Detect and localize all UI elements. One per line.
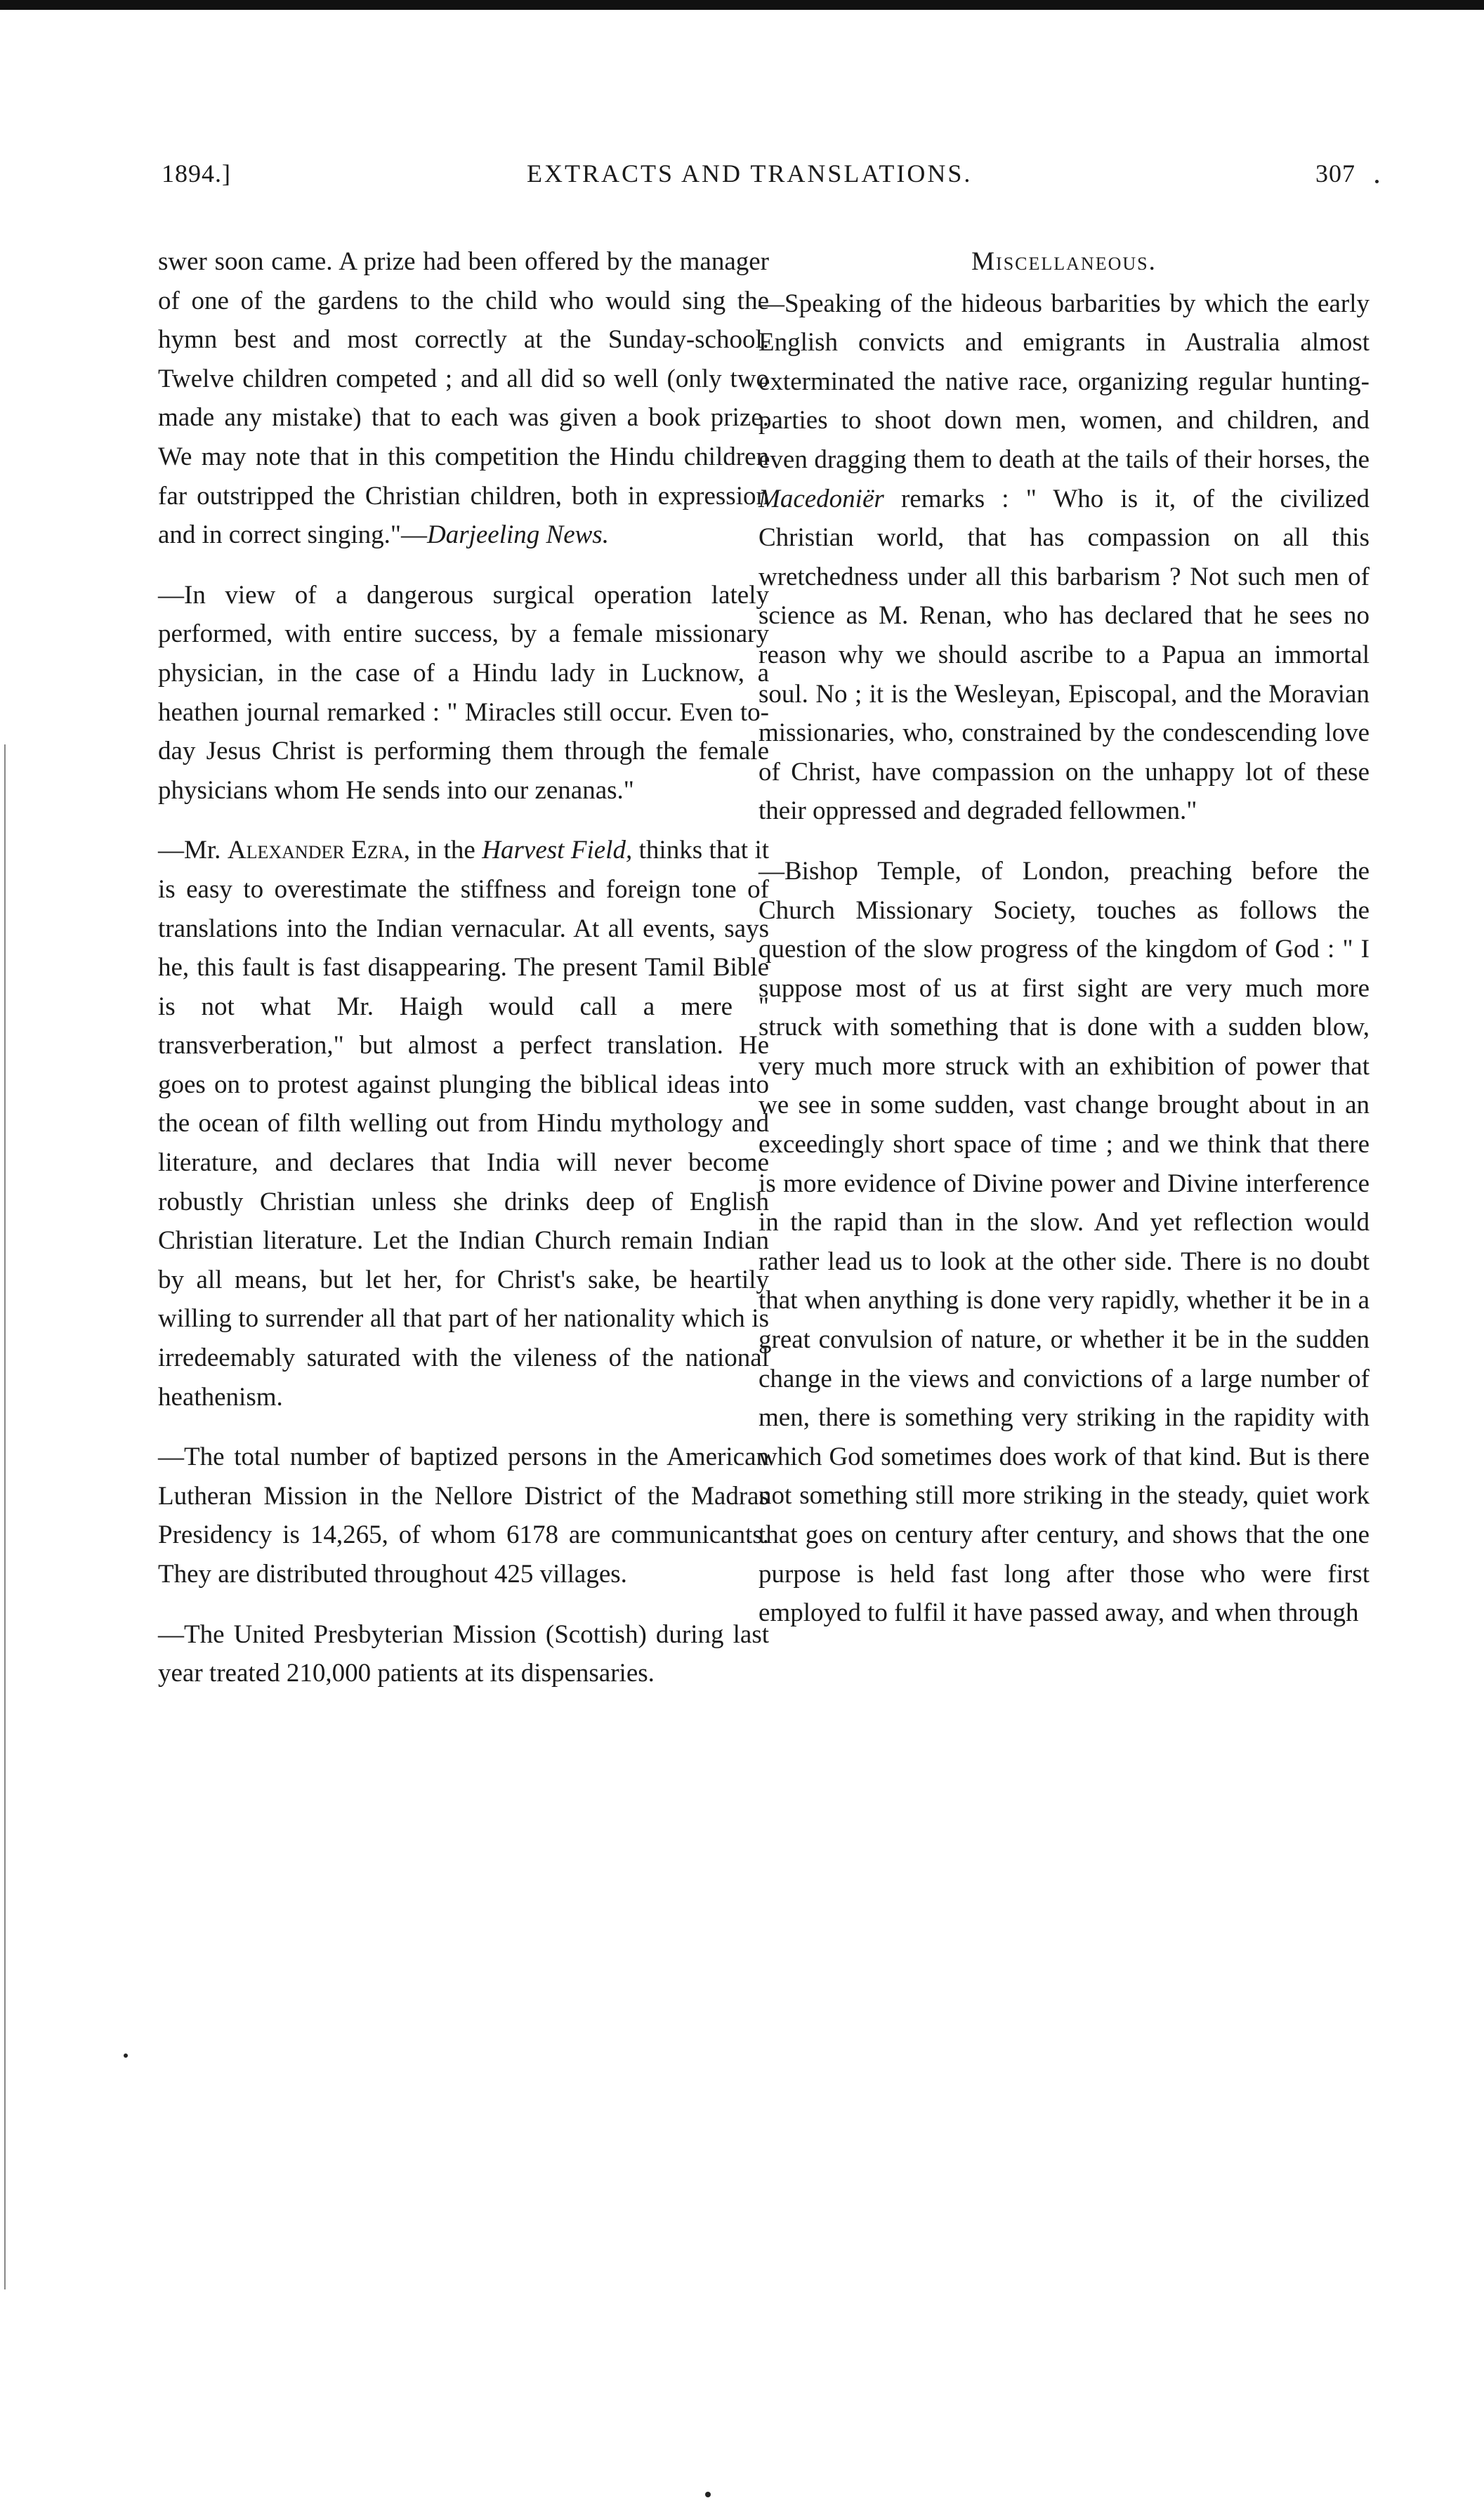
- paragraph-lucknow-surgery: —In view of a dangerous surgical operation lately performed, with entire success, by a female missionary physician, in the case of a Hindu lady in Lucknow, a heathen journal remarked : " Miracles still occur. Even to-day Jesus Christ is performing them through the female physicians whom He sends into our zenanas.": [158, 580, 769, 805]
- scan-dot-mark: [705, 2492, 711, 2497]
- header-year: 1894.]: [162, 159, 231, 188]
- left-column: [158, 242, 769, 1714]
- scan-left-edge: [4, 744, 6, 2289]
- scan-top-border: [0, 0, 1484, 10]
- paragraph-presbyterian-mission: —The United Presbyterian Mission (Scottish) during last year treated 210,000 patients at its dispensaries.: [158, 1619, 769, 1688]
- page-number: 307: [1315, 159, 1355, 188]
- section-title: Miscellaneous.: [971, 247, 1157, 276]
- person-name: Alexander Ezra: [227, 836, 404, 865]
- publication-name: Macedoniër: [759, 484, 884, 513]
- publication-name: Harvest Field,: [482, 836, 633, 865]
- source-citation: Darjeeling News.: [426, 520, 609, 550]
- paragraph-ezra-translations: —Mr. Alexander Ezra, in the Harvest Field, thinks that it is easy to overestimate the stiffness and foreign tone of translations into the Indian vernacular. At all events, says he, this fault is fast disappearing. The present Tamil Bible is not what Mr. Haigh would call a mere " transverberation," but almost a perfect translation. He goes on to protest against plunging the biblical ideas into the ocean of filth welling out from Hindu mythology and literature, and declares that India will never become robustly Christian unless she drinks deep of English Christian literature. Let the Indian Church remain Indian by all means, but let her, for Christ's sake, be heartily willing to surrender all that part of her nationality which is irredeemably saturated with the vileness of the national heathenism.: [158, 836, 770, 1412]
- paragraph-australia-barbarities: —Speaking of the hideous barbarities by which the early English convicts and emigrants in Australia almost exterminated the native race, organizing regular hunting-parties to shoot down men, women, and children, and even dragging them to death at the tails of their horses, the Macedoniër remarks : " Who is it, of the civilized Christian world, that has compassion on all this wretchedness under all this barbarism ? Not such men of science as M. Renan, who has declared that he sees no reason why we should ascribe to a Papua an immortal soul. No ; it is the Wesleyan, Episcopal, and the Moravian missionaries, who, constrained by the condescending love of Christ, have compassion on the unhappy lot of these their oppressed and degraded fellowmen.": [759, 289, 1370, 826]
- header-title: EXTRACTS AND TRANSLATIONS.: [527, 159, 973, 188]
- running-header: [162, 159, 1384, 201]
- paragraph-lutheran-mission: —The total number of baptized persons in the American Lutheran Mission in the Nellore District of the Madras Presidency is 14,265, of whom 6178 are communicants. They are distributed throughout 425 villages.: [158, 1442, 769, 1589]
- paragraph-hymn-prize: swer soon came. A prize had been offered by the manager of one of the gardens to the child who would sing the hymn best and most correctly at the Sunday-school. Twelve children competed ; and all did so well (only two made any mistake) that to each was given a book prize. We may note that in this competition the Hindu children far outstripped the Christian children, both in expression and in correct singing."—Darjeeling News.: [158, 247, 769, 550]
- scan-dot-mark: [1375, 180, 1379, 183]
- paragraph-bishop-temple: —Bishop Temple, of London, preaching before the Church Missionary Society, touches as follows the question of the slow progress of the kingdom of God : " I suppose most of us at first sight are very much more struck with something that is done with a sudden blow, very much more struck with an exhibition of power that we see in some sudden, vast change brought about in an exceedingly short space of time ; and we think that there is more evidence of Divine power and Divine interference in the rapid than in the slow. And yet reflection would rather lead us to look at the other side. There is no doubt that when anything is done very rapidly, whether it be in a great convulsion of nature, or whether it be in the sudden change in the views and convictions of a large number of men, there is something very striking in the rapidity with which God sometimes does work of that kind. But is there not something still more striking in the steady, quiet work that goes on century after century, and shows that the one purpose is held fast long after those who were first employed to fulfil it have passed away, and when through: [759, 856, 1370, 1628]
- right-column: [759, 242, 1370, 1654]
- scan-dot-mark: [124, 2053, 128, 2058]
